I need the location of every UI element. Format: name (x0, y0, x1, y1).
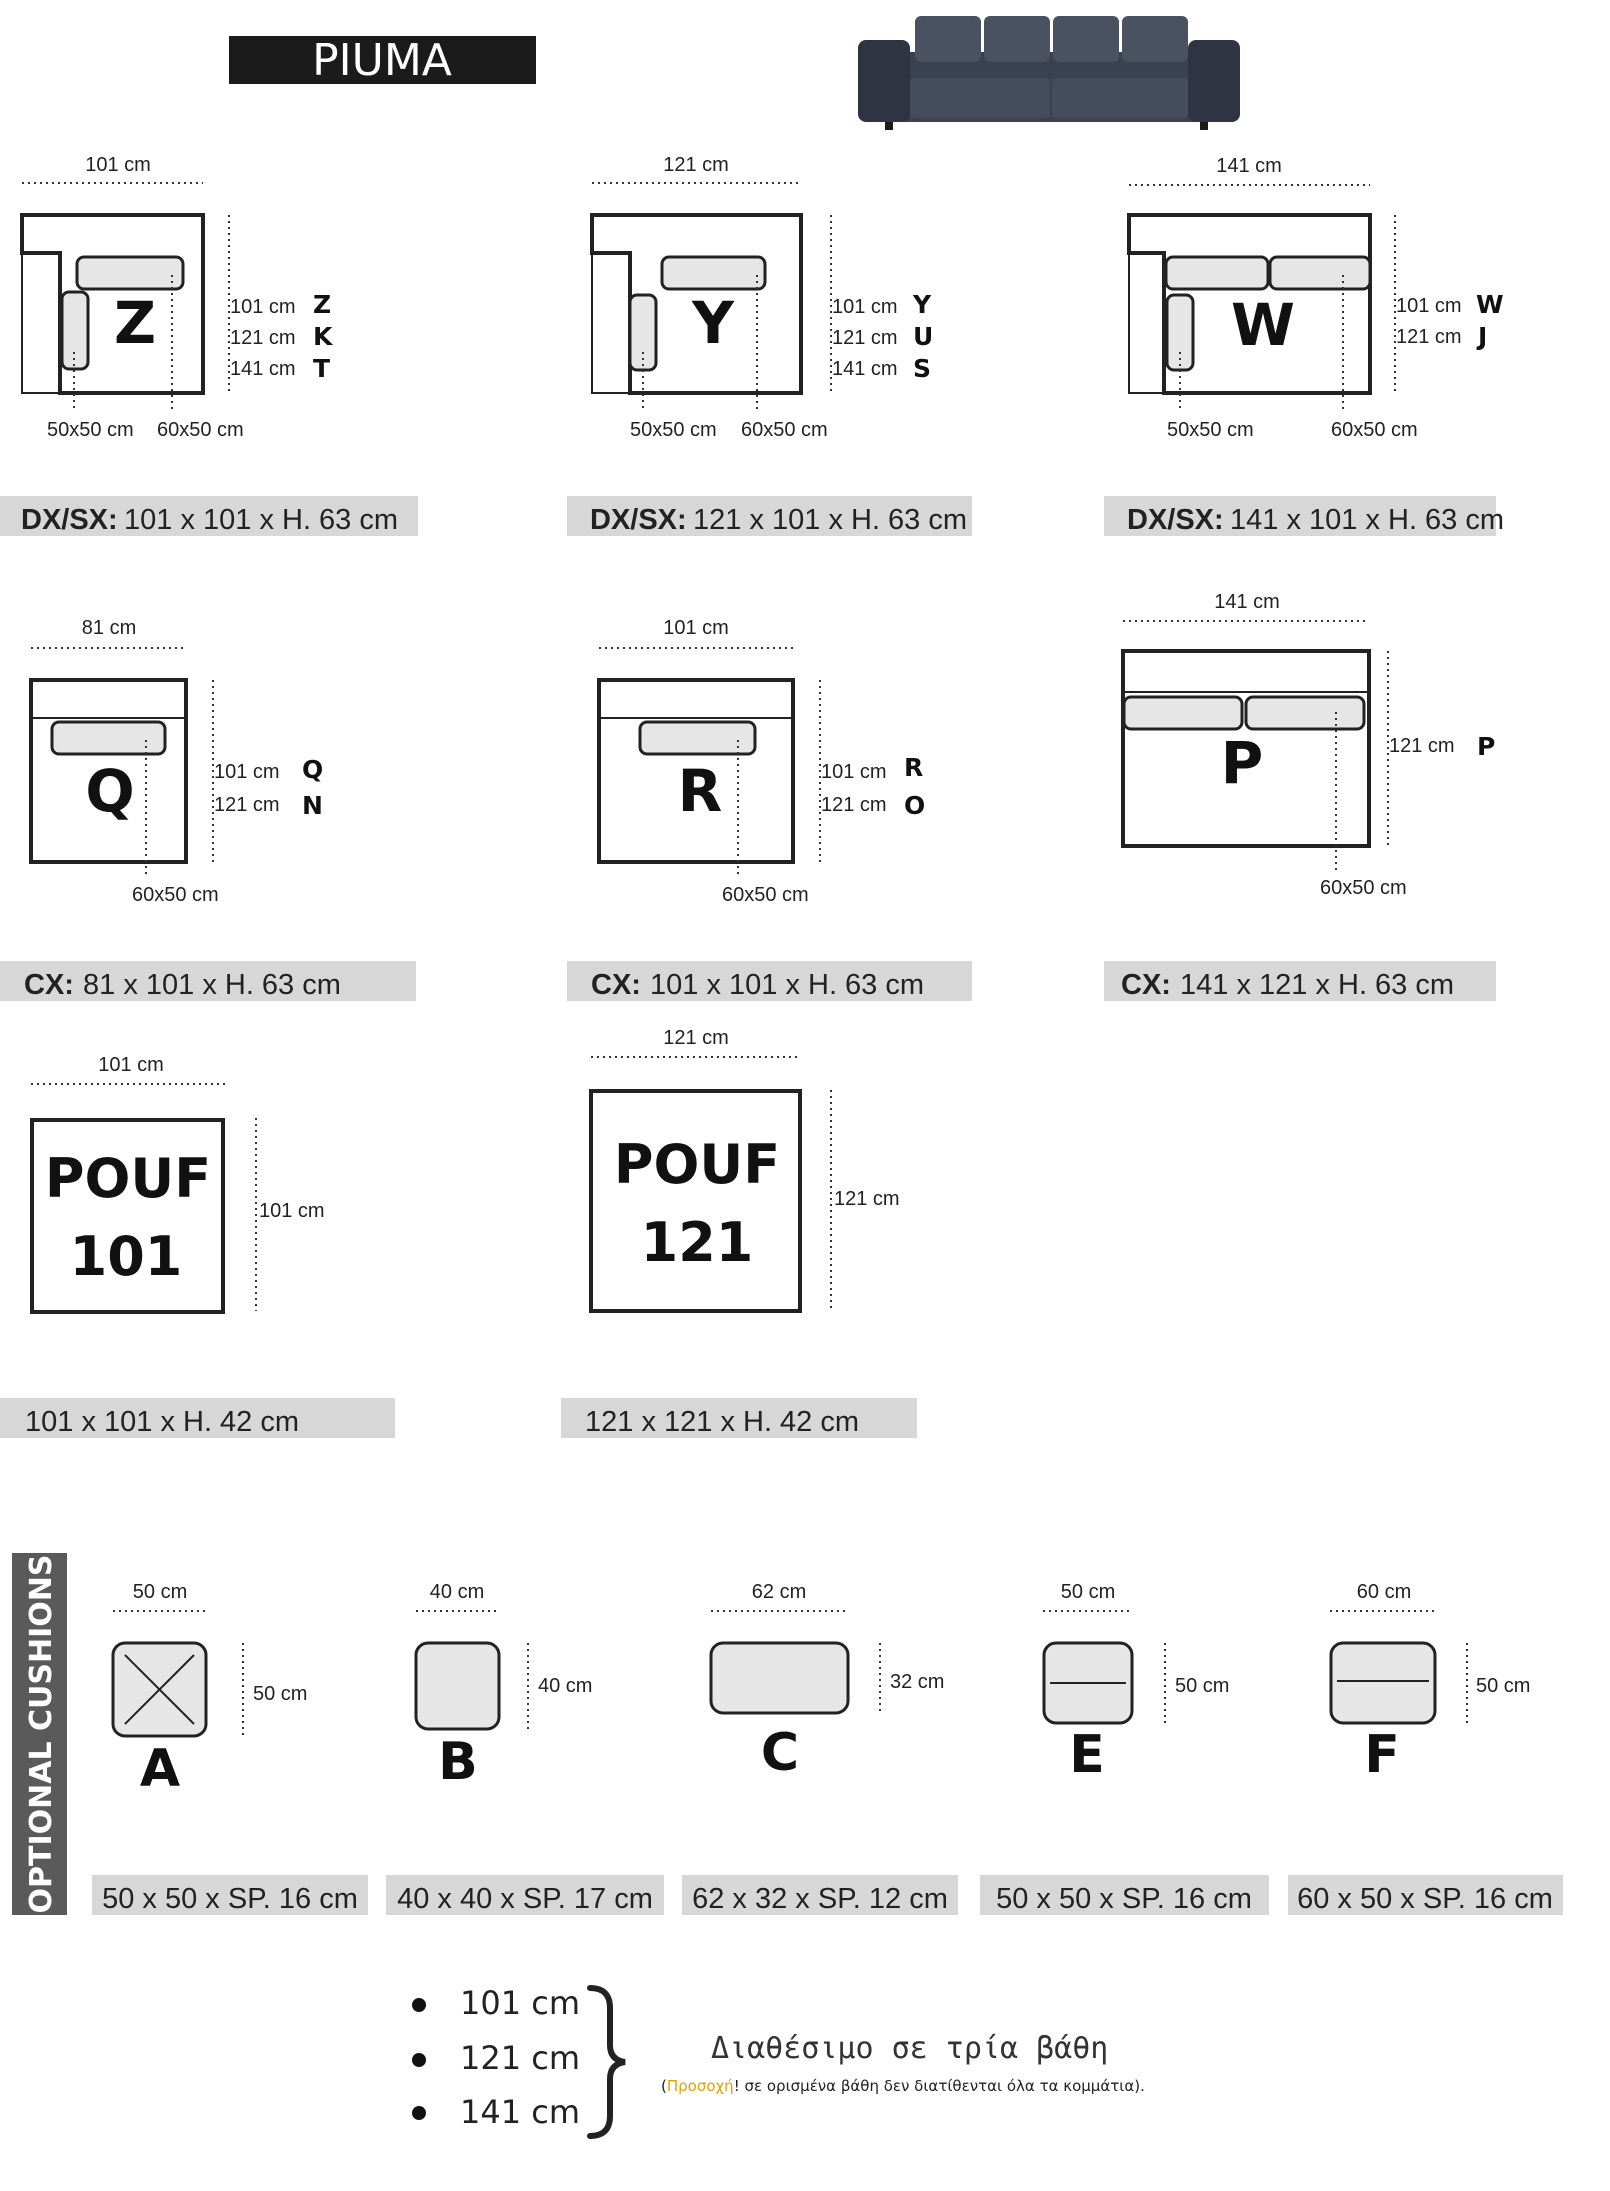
cushion-c-height: 32 cm (890, 1671, 945, 1693)
module-r (567, 617, 972, 1001)
pouf-121-line2: 121 (640, 1211, 754, 1274)
pouf-121-width: 121 cm (663, 1027, 729, 1049)
pouf-121-line1: POUF (613, 1133, 781, 1196)
bullet-icon (412, 2053, 426, 2067)
module-w-cushion-b: 60x50 cm (1331, 419, 1418, 441)
bullet-icon (412, 1998, 426, 2012)
module-r-variant-1: R (904, 753, 924, 782)
cushion-e-label: 50 x 50 x SP. 16 cm (996, 1883, 1252, 1915)
module-z-letter: Z (113, 289, 157, 357)
depth-warning: (Προσοχή! σε ορισμένα βάθη δεν διατίθενται όλα τα κομμάτια). (661, 2077, 1145, 2095)
module-q-label: 81 x 101 x H. 63 cm (83, 969, 341, 1001)
cushion-f-width: 60 cm (1356, 1581, 1412, 1603)
module-q-variant-1: Q (302, 755, 324, 784)
optional-cushions (12, 1553, 1563, 1915)
brace-icon (590, 1988, 625, 2136)
module-y-depth-1: 101 cm (832, 296, 898, 318)
module-z-width: 101 cm (85, 154, 151, 176)
cushion-b (386, 1581, 664, 1915)
module-y-letter: Y (692, 289, 734, 357)
module-p-label: 141 x 121 x H. 63 cm (1180, 969, 1455, 1001)
cushion-e (980, 1581, 1269, 1915)
cushion-f-letter: F (1364, 1725, 1400, 1785)
module-z-variant-2: K (313, 322, 333, 351)
module-r-variant-2: O (904, 791, 926, 820)
cushion-e-letter: E (1069, 1725, 1105, 1785)
cushion-a-letter: A (139, 1739, 181, 1799)
module-p-cushion-b: 60x50 cm (1320, 877, 1407, 899)
module-r-letter: R (677, 757, 723, 825)
module-y-cushion-b: 60x50 cm (741, 419, 828, 441)
module-y-depth-2: 121 cm (832, 327, 898, 349)
pouf-101-width: 101 cm (98, 1054, 164, 1076)
module-w (1104, 155, 1504, 536)
module-r-width: 101 cm (663, 617, 729, 639)
pouf-101-depth: 101 cm (259, 1200, 325, 1222)
module-q-width: 81 cm (81, 617, 137, 639)
depth-option-3: 141 cm (460, 2093, 581, 2131)
module-p-letter: P (1220, 729, 1264, 797)
pouf-101-line1: POUF (44, 1147, 212, 1210)
cushion-c-label: 62 x 32 x SP. 12 cm (692, 1883, 948, 1915)
module-z-depth-1: 101 cm (230, 296, 296, 318)
depth-options (412, 1984, 1145, 2136)
module-p-width: 141 cm (1214, 591, 1280, 613)
cushion-a (92, 1581, 368, 1915)
cushion-c-width: 62 cm (751, 1581, 807, 1603)
module-y-prefix: DX/SX: (590, 504, 687, 536)
module-y-label: 121 x 101 x H. 63 cm (693, 504, 968, 536)
module-y-variant-1: Y (913, 290, 932, 319)
module-p-prefix: CX: (1121, 969, 1171, 1001)
module-p-variant-1: P (1477, 732, 1496, 761)
module-y (567, 154, 972, 536)
cushion-c-letter: C (760, 1723, 800, 1783)
cushion-a-height: 50 cm (253, 1683, 308, 1705)
module-r-depth-2: 121 cm (821, 794, 887, 816)
cushion-f-height: 50 cm (1476, 1675, 1531, 1697)
pouf-121-label: 121 x 121 x H. 42 cm (585, 1406, 860, 1438)
module-q-prefix: CX: (24, 969, 74, 1001)
depth-option-1: 101 cm (460, 1984, 581, 2022)
module-r-depth-1: 101 cm (821, 761, 887, 783)
module-w-variant-1: W (1476, 290, 1504, 319)
cushion-a-width: 50 cm (132, 1581, 188, 1603)
module-p (1104, 591, 1496, 1001)
cushion-e-height: 50 cm (1175, 1675, 1230, 1697)
module-q-cushion-b: 60x50 cm (132, 884, 219, 906)
bullet-icon (412, 2106, 426, 2120)
module-z-prefix: DX/SX: (21, 504, 118, 536)
cushion-f (1288, 1581, 1563, 1915)
cushion-f-label: 60 x 50 x SP. 16 cm (1297, 1883, 1553, 1915)
optional-cushions-title: OPTIONAL CUSHIONS (24, 1554, 59, 1914)
module-z-depth-2: 121 cm (230, 327, 296, 349)
cushion-b-letter: B (438, 1732, 478, 1792)
cushion-b-label: 40 x 40 x SP. 17 cm (397, 1883, 653, 1915)
module-r-label: 101 x 101 x H. 63 cm (650, 969, 925, 1001)
module-q-variant-2: N (302, 791, 323, 820)
pouf-101 (0, 1054, 395, 1438)
module-w-width: 141 cm (1216, 155, 1282, 177)
module-z-depth-3: 141 cm (230, 358, 296, 380)
module-w-cushion-a: 50x50 cm (1167, 419, 1254, 441)
pouf-101-label: 101 x 101 x H. 42 cm (25, 1406, 300, 1438)
depth-option-2: 121 cm (460, 2039, 581, 2077)
module-y-variant-3: S (913, 354, 932, 383)
pouf-101-line2: 101 (69, 1225, 183, 1288)
module-w-prefix: DX/SX: (1127, 504, 1224, 536)
cushion-c (682, 1581, 958, 1915)
module-q-letter: Q (85, 757, 135, 825)
title-badge (229, 35, 536, 86)
module-z (0, 154, 418, 536)
cushion-b-width: 40 cm (429, 1581, 485, 1603)
module-z-variant-3: T (313, 354, 331, 383)
module-z-cushion-a: 50x50 cm (47, 419, 134, 441)
pouf-121 (561, 1027, 917, 1438)
module-w-variant-2: J (1478, 322, 1488, 351)
depth-note: Διαθέσιμο σε τρία βάθη (711, 2031, 1109, 2066)
cushion-e-width: 50 cm (1060, 1581, 1116, 1603)
sofa-photo (858, 16, 1240, 130)
module-r-prefix: CX: (591, 969, 641, 1001)
module-q-depth-2: 121 cm (214, 794, 280, 816)
module-r-cushion-b: 60x50 cm (722, 884, 809, 906)
module-w-depth-2: 121 cm (1396, 326, 1462, 348)
module-y-cushion-a: 50x50 cm (630, 419, 717, 441)
module-q (0, 617, 416, 1001)
page-title: PIUMA (312, 35, 452, 86)
module-y-variant-2: U (913, 322, 934, 351)
module-z-cushion-b: 60x50 cm (157, 419, 244, 441)
module-z-variant-1: Z (313, 290, 332, 319)
module-p-depth-1: 121 cm (1389, 735, 1455, 757)
module-y-width: 121 cm (663, 154, 729, 176)
module-y-depth-3: 141 cm (832, 358, 898, 380)
module-w-depth-1: 101 cm (1396, 295, 1462, 317)
cushion-a-label: 50 x 50 x SP. 16 cm (102, 1883, 358, 1915)
module-w-label: 141 x 101 x H. 63 cm (1230, 504, 1505, 536)
module-z-label: 101 x 101 x H. 63 cm (124, 504, 399, 536)
module-w-letter: W (1231, 291, 1295, 359)
module-q-depth-1: 101 cm (214, 761, 280, 783)
cushion-b-height: 40 cm (538, 1675, 593, 1697)
pouf-121-depth: 121 cm (834, 1188, 900, 1210)
